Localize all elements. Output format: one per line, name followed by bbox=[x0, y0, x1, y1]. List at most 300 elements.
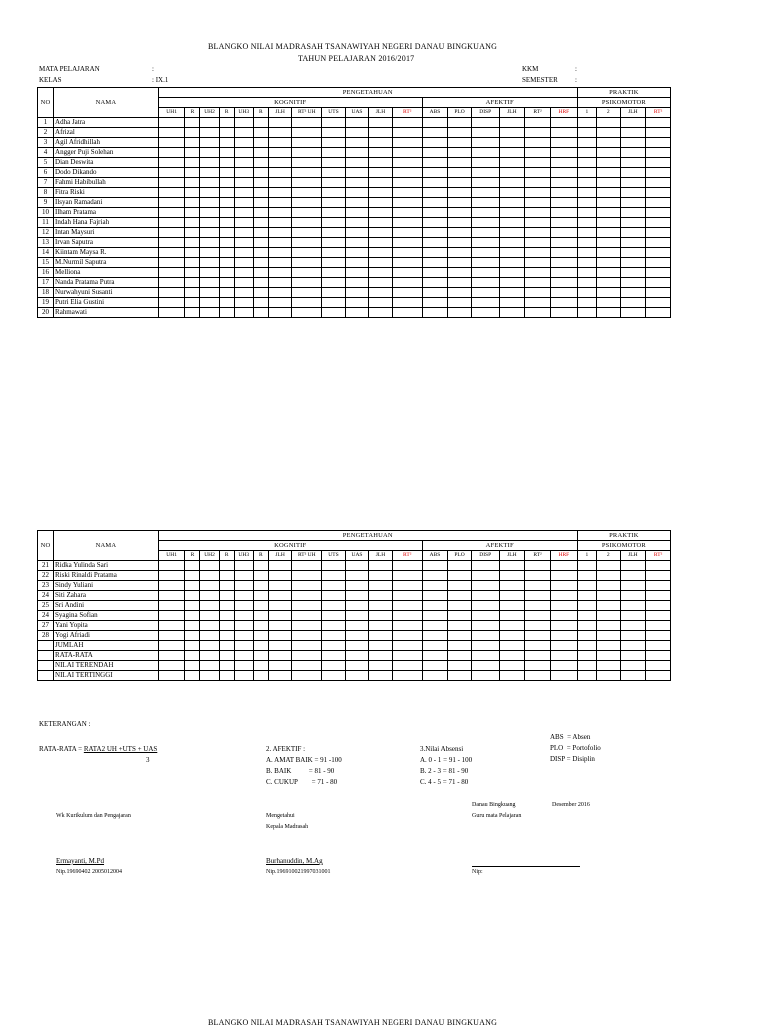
grade-cell[interactable] bbox=[292, 661, 322, 671]
grade-cell[interactable] bbox=[620, 248, 646, 258]
grade-cell[interactable] bbox=[646, 308, 671, 318]
grade-cell[interactable] bbox=[525, 641, 551, 651]
grade-cell[interactable] bbox=[369, 581, 393, 591]
grade-cell[interactable] bbox=[525, 571, 551, 581]
grade-cell[interactable] bbox=[234, 591, 253, 601]
grade-cell[interactable] bbox=[471, 188, 499, 198]
grade-cell[interactable] bbox=[422, 298, 448, 308]
grade-cell[interactable] bbox=[422, 611, 448, 621]
grade-cell[interactable] bbox=[234, 661, 253, 671]
grade-cell[interactable] bbox=[577, 571, 596, 581]
grade-cell[interactable] bbox=[158, 298, 185, 308]
grade-cell[interactable] bbox=[345, 208, 369, 218]
grade-cell[interactable] bbox=[597, 128, 621, 138]
grade-cell[interactable] bbox=[219, 308, 234, 318]
grade-cell[interactable] bbox=[322, 308, 346, 318]
grade-cell[interactable] bbox=[620, 178, 646, 188]
grade-cell[interactable] bbox=[200, 561, 219, 571]
grade-cell[interactable] bbox=[550, 641, 577, 651]
grade-cell[interactable] bbox=[268, 188, 292, 198]
grade-cell[interactable] bbox=[646, 278, 671, 288]
grade-cell[interactable] bbox=[422, 178, 448, 188]
grade-cell[interactable] bbox=[620, 571, 646, 581]
grade-cell[interactable] bbox=[471, 641, 499, 651]
grade-cell[interactable] bbox=[550, 118, 577, 128]
grade-cell[interactable] bbox=[322, 298, 346, 308]
grade-cell[interactable] bbox=[620, 228, 646, 238]
grade-cell[interactable] bbox=[577, 148, 596, 158]
grade-cell[interactable] bbox=[597, 218, 621, 228]
grade-cell[interactable] bbox=[322, 621, 346, 631]
grade-cell[interactable] bbox=[499, 238, 525, 248]
grade-cell[interactable] bbox=[392, 148, 422, 158]
grade-cell[interactable] bbox=[620, 158, 646, 168]
grade-cell[interactable] bbox=[620, 238, 646, 248]
grade-cell[interactable] bbox=[185, 118, 200, 128]
grade-cell[interactable] bbox=[392, 178, 422, 188]
grade-cell[interactable] bbox=[499, 631, 525, 641]
grade-cell[interactable] bbox=[268, 661, 292, 671]
grade-cell[interactable] bbox=[597, 288, 621, 298]
grade-cell[interactable] bbox=[597, 198, 621, 208]
grade-cell[interactable] bbox=[185, 208, 200, 218]
grade-cell[interactable] bbox=[448, 611, 472, 621]
grade-cell[interactable] bbox=[253, 138, 268, 148]
grade-cell[interactable] bbox=[369, 591, 393, 601]
grade-cell[interactable] bbox=[345, 651, 369, 661]
grade-cell[interactable] bbox=[234, 168, 253, 178]
grade-cell[interactable] bbox=[448, 158, 472, 168]
grade-cell[interactable] bbox=[448, 248, 472, 258]
grade-cell[interactable] bbox=[292, 198, 322, 208]
grade-cell[interactable] bbox=[219, 298, 234, 308]
grade-cell[interactable] bbox=[597, 118, 621, 128]
grade-cell[interactable] bbox=[322, 258, 346, 268]
grade-cell[interactable] bbox=[577, 611, 596, 621]
grade-cell[interactable] bbox=[471, 601, 499, 611]
grade-cell[interactable] bbox=[620, 298, 646, 308]
grade-cell[interactable] bbox=[550, 148, 577, 158]
grade-cell[interactable] bbox=[550, 661, 577, 671]
grade-cell[interactable] bbox=[219, 258, 234, 268]
grade-cell[interactable] bbox=[185, 148, 200, 158]
grade-cell[interactable] bbox=[219, 248, 234, 258]
grade-cell[interactable] bbox=[577, 258, 596, 268]
grade-cell[interactable] bbox=[234, 218, 253, 228]
grade-cell[interactable] bbox=[200, 661, 219, 671]
grade-cell[interactable] bbox=[597, 308, 621, 318]
grade-cell[interactable] bbox=[392, 308, 422, 318]
grade-cell[interactable] bbox=[200, 621, 219, 631]
grade-cell[interactable] bbox=[620, 581, 646, 591]
grade-cell[interactable] bbox=[550, 268, 577, 278]
grade-cell[interactable] bbox=[646, 268, 671, 278]
grade-cell[interactable] bbox=[234, 268, 253, 278]
grade-cell[interactable] bbox=[577, 631, 596, 641]
grade-cell[interactable] bbox=[471, 138, 499, 148]
grade-cell[interactable] bbox=[577, 238, 596, 248]
grade-cell[interactable] bbox=[369, 228, 393, 238]
grade-cell[interactable] bbox=[597, 611, 621, 621]
grade-cell[interactable] bbox=[499, 258, 525, 268]
grade-cell[interactable] bbox=[268, 178, 292, 188]
grade-cell[interactable] bbox=[158, 651, 185, 661]
grade-cell[interactable] bbox=[158, 258, 185, 268]
grade-cell[interactable] bbox=[448, 148, 472, 158]
grade-cell[interactable] bbox=[253, 651, 268, 661]
grade-cell[interactable] bbox=[185, 268, 200, 278]
grade-cell[interactable] bbox=[200, 641, 219, 651]
grade-cell[interactable] bbox=[200, 571, 219, 581]
grade-cell[interactable] bbox=[345, 118, 369, 128]
grade-cell[interactable] bbox=[422, 208, 448, 218]
grade-cell[interactable] bbox=[620, 148, 646, 158]
grade-cell[interactable] bbox=[253, 591, 268, 601]
grade-cell[interactable] bbox=[268, 671, 292, 681]
grade-cell[interactable] bbox=[525, 248, 551, 258]
grade-cell[interactable] bbox=[292, 631, 322, 641]
grade-cell[interactable] bbox=[185, 228, 200, 238]
grade-cell[interactable] bbox=[253, 631, 268, 641]
grade-cell[interactable] bbox=[234, 238, 253, 248]
grade-cell[interactable] bbox=[646, 238, 671, 248]
grade-cell[interactable] bbox=[322, 641, 346, 651]
grade-cell[interactable] bbox=[253, 248, 268, 258]
grade-cell[interactable] bbox=[234, 561, 253, 571]
grade-cell[interactable] bbox=[292, 228, 322, 238]
grade-cell[interactable] bbox=[392, 591, 422, 601]
grade-cell[interactable] bbox=[322, 288, 346, 298]
grade-cell[interactable] bbox=[268, 148, 292, 158]
grade-cell[interactable] bbox=[448, 238, 472, 248]
grade-cell[interactable] bbox=[499, 611, 525, 621]
grade-cell[interactable] bbox=[200, 258, 219, 268]
grade-cell[interactable] bbox=[471, 561, 499, 571]
grade-cell[interactable] bbox=[322, 158, 346, 168]
grade-cell[interactable] bbox=[219, 208, 234, 218]
grade-cell[interactable] bbox=[550, 138, 577, 148]
grade-cell[interactable] bbox=[369, 621, 393, 631]
grade-cell[interactable] bbox=[345, 591, 369, 601]
grade-cell[interactable] bbox=[577, 621, 596, 631]
grade-cell[interactable] bbox=[200, 308, 219, 318]
grade-cell[interactable] bbox=[292, 148, 322, 158]
grade-cell[interactable] bbox=[577, 178, 596, 188]
grade-cell[interactable] bbox=[234, 621, 253, 631]
grade-cell[interactable] bbox=[219, 168, 234, 178]
grade-cell[interactable] bbox=[345, 601, 369, 611]
grade-cell[interactable] bbox=[471, 288, 499, 298]
grade-cell[interactable] bbox=[499, 591, 525, 601]
grade-cell[interactable] bbox=[219, 158, 234, 168]
grade-cell[interactable] bbox=[525, 298, 551, 308]
grade-cell[interactable] bbox=[345, 168, 369, 178]
grade-cell[interactable] bbox=[219, 178, 234, 188]
grade-cell[interactable] bbox=[577, 308, 596, 318]
grade-cell[interactable] bbox=[597, 258, 621, 268]
grade-cell[interactable] bbox=[597, 631, 621, 641]
grade-cell[interactable] bbox=[577, 278, 596, 288]
grade-cell[interactable] bbox=[345, 138, 369, 148]
grade-cell[interactable] bbox=[369, 118, 393, 128]
grade-cell[interactable] bbox=[525, 238, 551, 248]
grade-cell[interactable] bbox=[392, 278, 422, 288]
grade-cell[interactable] bbox=[292, 188, 322, 198]
grade-cell[interactable] bbox=[292, 268, 322, 278]
grade-cell[interactable] bbox=[525, 148, 551, 158]
grade-cell[interactable] bbox=[345, 621, 369, 631]
grade-cell[interactable] bbox=[422, 228, 448, 238]
grade-cell[interactable] bbox=[550, 188, 577, 198]
grade-cell[interactable] bbox=[499, 198, 525, 208]
grade-cell[interactable] bbox=[369, 258, 393, 268]
grade-cell[interactable] bbox=[392, 128, 422, 138]
grade-cell[interactable] bbox=[525, 258, 551, 268]
grade-cell[interactable] bbox=[392, 601, 422, 611]
grade-cell[interactable] bbox=[322, 631, 346, 641]
grade-cell[interactable] bbox=[185, 651, 200, 661]
grade-cell[interactable] bbox=[620, 288, 646, 298]
grade-cell[interactable] bbox=[268, 591, 292, 601]
grade-cell[interactable] bbox=[597, 238, 621, 248]
grade-cell[interactable] bbox=[322, 611, 346, 621]
grade-cell[interactable] bbox=[185, 278, 200, 288]
grade-cell[interactable] bbox=[219, 561, 234, 571]
grade-cell[interactable] bbox=[268, 268, 292, 278]
grade-cell[interactable] bbox=[345, 581, 369, 591]
grade-cell[interactable] bbox=[345, 228, 369, 238]
grade-cell[interactable] bbox=[200, 248, 219, 258]
grade-cell[interactable] bbox=[620, 641, 646, 651]
grade-cell[interactable] bbox=[219, 138, 234, 148]
grade-cell[interactable] bbox=[200, 651, 219, 661]
grade-cell[interactable] bbox=[392, 218, 422, 228]
grade-cell[interactable] bbox=[185, 178, 200, 188]
grade-cell[interactable] bbox=[550, 561, 577, 571]
grade-cell[interactable] bbox=[620, 671, 646, 681]
grade-cell[interactable] bbox=[219, 218, 234, 228]
grade-cell[interactable] bbox=[234, 188, 253, 198]
grade-cell[interactable] bbox=[219, 188, 234, 198]
grade-cell[interactable] bbox=[471, 631, 499, 641]
grade-cell[interactable] bbox=[422, 561, 448, 571]
grade-cell[interactable] bbox=[345, 631, 369, 641]
grade-cell[interactable] bbox=[448, 128, 472, 138]
grade-cell[interactable] bbox=[422, 158, 448, 168]
grade-cell[interactable] bbox=[471, 661, 499, 671]
grade-cell[interactable] bbox=[448, 288, 472, 298]
grade-cell[interactable] bbox=[200, 238, 219, 248]
grade-cell[interactable] bbox=[253, 671, 268, 681]
grade-cell[interactable] bbox=[422, 218, 448, 228]
grade-cell[interactable] bbox=[577, 671, 596, 681]
grade-cell[interactable] bbox=[158, 581, 185, 591]
grade-cell[interactable] bbox=[292, 278, 322, 288]
grade-cell[interactable] bbox=[253, 298, 268, 308]
grade-cell[interactable] bbox=[292, 308, 322, 318]
grade-cell[interactable] bbox=[253, 288, 268, 298]
grade-cell[interactable] bbox=[392, 168, 422, 178]
grade-cell[interactable] bbox=[234, 208, 253, 218]
grade-cell[interactable] bbox=[268, 248, 292, 258]
grade-cell[interactable] bbox=[369, 571, 393, 581]
grade-cell[interactable] bbox=[422, 198, 448, 208]
grade-cell[interactable] bbox=[158, 138, 185, 148]
grade-cell[interactable] bbox=[448, 561, 472, 571]
grade-cell[interactable] bbox=[422, 268, 448, 278]
grade-cell[interactable] bbox=[550, 601, 577, 611]
grade-cell[interactable] bbox=[158, 308, 185, 318]
grade-cell[interactable] bbox=[499, 208, 525, 218]
grade-cell[interactable] bbox=[525, 661, 551, 671]
grade-cell[interactable] bbox=[158, 561, 185, 571]
grade-cell[interactable] bbox=[158, 671, 185, 681]
grade-cell[interactable] bbox=[200, 278, 219, 288]
grade-cell[interactable] bbox=[597, 581, 621, 591]
grade-cell[interactable] bbox=[158, 268, 185, 278]
grade-cell[interactable] bbox=[499, 128, 525, 138]
grade-cell[interactable] bbox=[422, 308, 448, 318]
grade-cell[interactable] bbox=[268, 641, 292, 651]
grade-cell[interactable] bbox=[392, 611, 422, 621]
grade-cell[interactable] bbox=[185, 561, 200, 571]
grade-cell[interactable] bbox=[577, 268, 596, 278]
grade-cell[interactable] bbox=[369, 138, 393, 148]
grade-cell[interactable] bbox=[322, 168, 346, 178]
grade-cell[interactable] bbox=[448, 258, 472, 268]
grade-cell[interactable] bbox=[448, 298, 472, 308]
grade-cell[interactable] bbox=[253, 128, 268, 138]
grade-cell[interactable] bbox=[234, 138, 253, 148]
grade-cell[interactable] bbox=[185, 298, 200, 308]
grade-cell[interactable] bbox=[620, 208, 646, 218]
grade-cell[interactable] bbox=[471, 268, 499, 278]
grade-cell[interactable] bbox=[322, 218, 346, 228]
grade-cell[interactable] bbox=[219, 611, 234, 621]
grade-cell[interactable] bbox=[646, 148, 671, 158]
grade-cell[interactable] bbox=[268, 278, 292, 288]
grade-cell[interactable] bbox=[253, 571, 268, 581]
grade-cell[interactable] bbox=[577, 581, 596, 591]
grade-cell[interactable] bbox=[646, 128, 671, 138]
grade-cell[interactable] bbox=[525, 188, 551, 198]
grade-cell[interactable] bbox=[471, 118, 499, 128]
grade-cell[interactable] bbox=[597, 268, 621, 278]
grade-cell[interactable] bbox=[620, 278, 646, 288]
grade-cell[interactable] bbox=[392, 561, 422, 571]
grade-cell[interactable] bbox=[219, 671, 234, 681]
grade-cell[interactable] bbox=[646, 158, 671, 168]
grade-cell[interactable] bbox=[392, 651, 422, 661]
grade-cell[interactable] bbox=[219, 118, 234, 128]
grade-cell[interactable] bbox=[234, 198, 253, 208]
grade-cell[interactable] bbox=[577, 168, 596, 178]
grade-cell[interactable] bbox=[234, 298, 253, 308]
grade-cell[interactable] bbox=[322, 248, 346, 258]
grade-cell[interactable] bbox=[345, 611, 369, 621]
grade-cell[interactable] bbox=[185, 128, 200, 138]
grade-cell[interactable] bbox=[448, 641, 472, 651]
grade-cell[interactable] bbox=[550, 288, 577, 298]
grade-cell[interactable] bbox=[219, 591, 234, 601]
grade-cell[interactable] bbox=[550, 611, 577, 621]
grade-cell[interactable] bbox=[597, 651, 621, 661]
grade-cell[interactable] bbox=[422, 571, 448, 581]
grade-cell[interactable] bbox=[268, 128, 292, 138]
grade-cell[interactable] bbox=[292, 238, 322, 248]
grade-cell[interactable] bbox=[550, 128, 577, 138]
grade-cell[interactable] bbox=[620, 258, 646, 268]
grade-cell[interactable] bbox=[158, 148, 185, 158]
grade-cell[interactable] bbox=[158, 228, 185, 238]
grade-cell[interactable] bbox=[448, 621, 472, 631]
grade-cell[interactable] bbox=[448, 571, 472, 581]
grade-cell[interactable] bbox=[185, 258, 200, 268]
grade-cell[interactable] bbox=[525, 218, 551, 228]
grade-cell[interactable] bbox=[646, 138, 671, 148]
grade-cell[interactable] bbox=[525, 158, 551, 168]
grade-cell[interactable] bbox=[577, 158, 596, 168]
grade-cell[interactable] bbox=[292, 138, 322, 148]
grade-cell[interactable] bbox=[525, 611, 551, 621]
grade-cell[interactable] bbox=[158, 188, 185, 198]
grade-cell[interactable] bbox=[268, 621, 292, 631]
grade-cell[interactable] bbox=[369, 158, 393, 168]
grade-cell[interactable] bbox=[234, 631, 253, 641]
grade-cell[interactable] bbox=[422, 258, 448, 268]
grade-cell[interactable] bbox=[292, 258, 322, 268]
grade-cell[interactable] bbox=[292, 571, 322, 581]
grade-cell[interactable] bbox=[158, 278, 185, 288]
grade-cell[interactable] bbox=[158, 198, 185, 208]
grade-cell[interactable] bbox=[234, 148, 253, 158]
grade-cell[interactable] bbox=[499, 308, 525, 318]
grade-cell[interactable] bbox=[234, 278, 253, 288]
grade-cell[interactable] bbox=[253, 641, 268, 651]
grade-cell[interactable] bbox=[345, 248, 369, 258]
grade-cell[interactable] bbox=[345, 661, 369, 671]
grade-cell[interactable] bbox=[345, 188, 369, 198]
grade-cell[interactable] bbox=[158, 591, 185, 601]
grade-cell[interactable] bbox=[292, 118, 322, 128]
grade-cell[interactable] bbox=[369, 601, 393, 611]
grade-cell[interactable] bbox=[448, 218, 472, 228]
grade-cell[interactable] bbox=[499, 168, 525, 178]
grade-cell[interactable] bbox=[550, 218, 577, 228]
grade-cell[interactable] bbox=[597, 188, 621, 198]
grade-cell[interactable] bbox=[253, 168, 268, 178]
grade-cell[interactable] bbox=[369, 268, 393, 278]
grade-cell[interactable] bbox=[646, 168, 671, 178]
grade-cell[interactable] bbox=[646, 651, 671, 661]
grade-cell[interactable] bbox=[471, 218, 499, 228]
grade-cell[interactable] bbox=[422, 148, 448, 158]
grade-cell[interactable] bbox=[550, 671, 577, 681]
grade-cell[interactable] bbox=[292, 178, 322, 188]
grade-cell[interactable] bbox=[525, 601, 551, 611]
grade-cell[interactable] bbox=[345, 148, 369, 158]
grade-cell[interactable] bbox=[646, 218, 671, 228]
grade-cell[interactable] bbox=[597, 208, 621, 218]
grade-cell[interactable] bbox=[646, 571, 671, 581]
grade-cell[interactable] bbox=[292, 288, 322, 298]
grade-cell[interactable] bbox=[471, 308, 499, 318]
grade-cell[interactable] bbox=[322, 208, 346, 218]
grade-cell[interactable] bbox=[550, 631, 577, 641]
grade-cell[interactable] bbox=[322, 228, 346, 238]
grade-cell[interactable] bbox=[550, 168, 577, 178]
grade-cell[interactable] bbox=[292, 158, 322, 168]
